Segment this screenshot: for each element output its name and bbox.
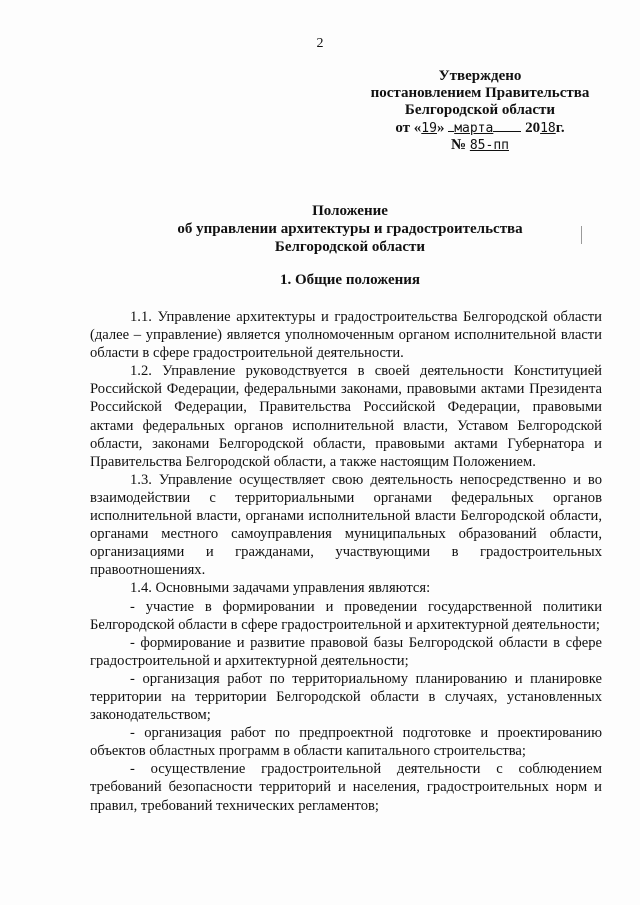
task-item: - формирование и развитие правовой базы Белгородской области в сфере градостроительной и архитектурной деятельности;: [90, 634, 602, 669]
approval-stamp: [330, 68, 630, 154]
task-item: - организация работ по предпроектной подготовке и проектированию объектов областных программ в области капитального строительства;: [90, 725, 602, 760]
task-item: - организация работ по территориальному планированию и планировке территории на территории Белгородской области в случаях, установленных законодательством;: [90, 670, 602, 724]
paragraph-1-2: 1.2. Управление руководствуется в своей деятельности Конституцией Российской Федерации, федеральными законами, правовыми актами Президента Российской Федерации, Правительства Российской Федерации, правовыми актами федеральных органов исполнительной власти, Уставом Белгородской области, законами Белгородской области, правовыми актами Губернатора и Правительства Белгородской области, а также настоящим Положением.: [90, 363, 602, 470]
date-day: 19: [421, 121, 437, 136]
approval-line-resolution: постановлением Правительства: [370, 85, 590, 101]
document-body: [90, 308, 602, 815]
approval-line-approved: Утверждено: [438, 68, 522, 84]
paragraph-1-3: 1.3. Управление осуществляет свою деятельность непосредственно и во взаимодействии с территориальными органами федеральных органов исполнительной власти, органами исполнительной власти Белгородской области, органами местного самоуправления муниципальных образований области, организациями и гражданами, участвующими в градостроительных правоотношениях.: [90, 471, 602, 579]
date-prefix: от «: [395, 120, 422, 136]
date-blank: [493, 119, 521, 132]
date-year-prefix: 20: [525, 120, 541, 136]
date-month: марта: [454, 121, 494, 136]
section-heading: 1. Общие положения: [279, 272, 421, 288]
task-item: - участие в формировании и проведении государственной политики Белгородской области в сфере градостроительной и архитектурной деятельности;: [90, 598, 602, 633]
approval-date: [330, 119, 630, 137]
approval-line-region: Белгородской области: [404, 102, 556, 118]
number-value: 85-пп: [469, 138, 509, 153]
title-line-2: об управлении архитектуры и градостроительства: [177, 221, 523, 237]
date-year-suffix: 18: [540, 121, 556, 136]
scan-artifact: [581, 226, 582, 244]
title-line-3: Белгородской области: [274, 239, 426, 255]
date-mid: »: [436, 120, 445, 136]
page-number: 2: [316, 36, 324, 51]
title-line-1: Положение: [312, 203, 388, 219]
task-item: - осуществление градостроительной деятельности с соблюдением требований безопасности территорий и населения, градостроительных норм и правил, требований технических регламентов;: [90, 761, 602, 814]
approval-number: [330, 137, 630, 154]
date-suffix: г.: [555, 120, 565, 136]
paragraph-1-1: 1.1. Управление архитектуры и градостроительства Белгородской области (далее – управление) является уполномоченным органом исполнительной власти области в сфере градостроительной деятельности.: [90, 309, 602, 362]
number-prefix: №: [451, 137, 467, 153]
document-title: [90, 202, 610, 256]
paragraph-1-4: 1.4. Основными задачами управления являются:: [130, 580, 431, 597]
